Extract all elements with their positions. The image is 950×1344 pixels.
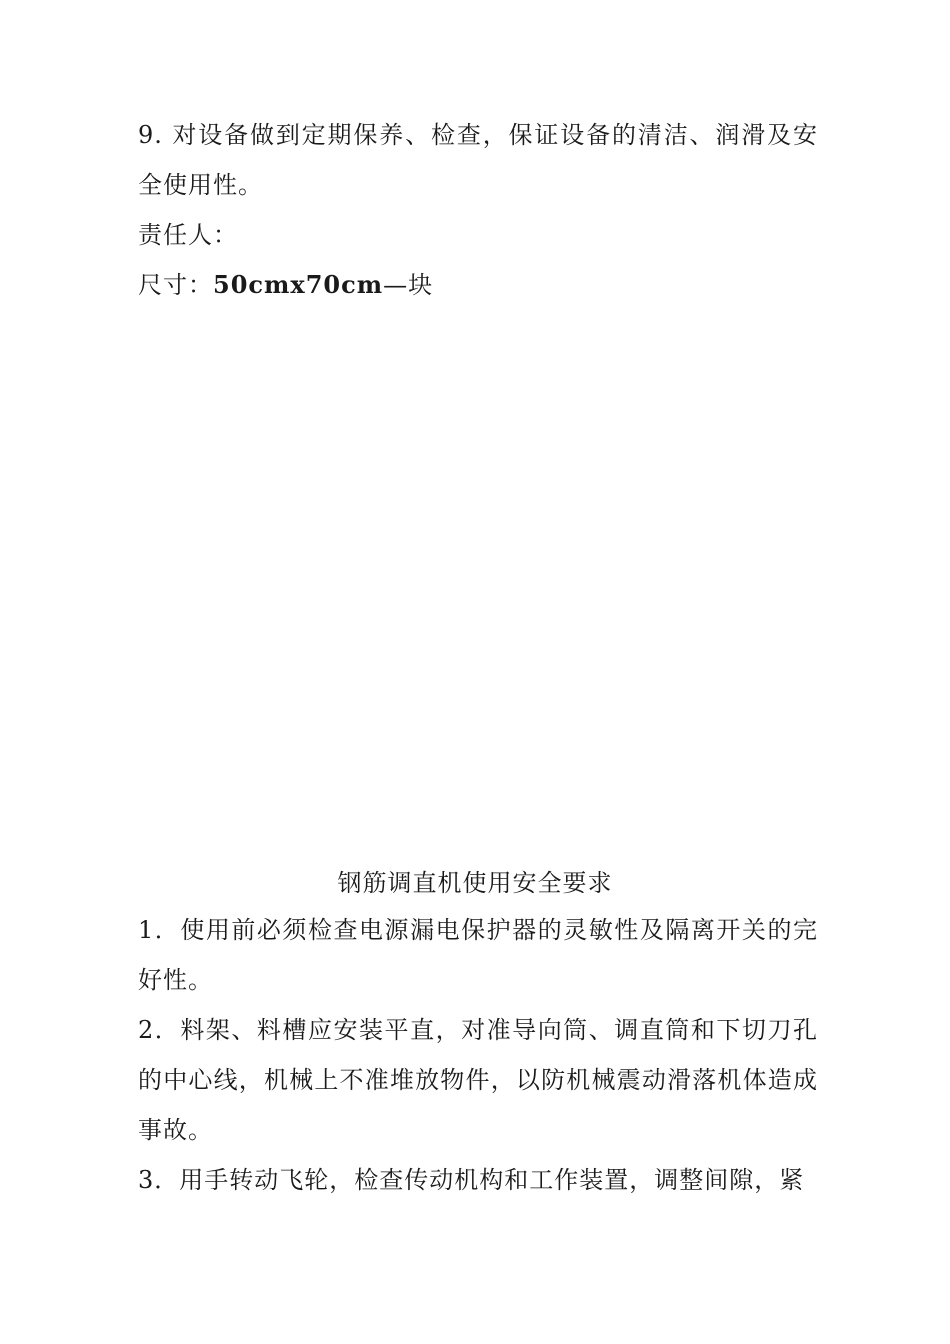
- size-suffix: —块: [383, 271, 434, 299]
- section-body: [138, 905, 818, 1205]
- section-title: 钢筋调直机使用安全要求: [337, 869, 613, 897]
- list-item-3: 3．用手转动飞轮，检查传动机构和工作装置，调整间隙，紧: [138, 1166, 805, 1194]
- list-item-9: 9. 对设备做到定期保养、检查，保证设备的清洁、润滑及安全使用性。: [138, 121, 818, 199]
- responsible-person-line: 责任人：: [138, 221, 238, 249]
- top-text-block: [138, 110, 818, 310]
- size-value: 50cmx70cm: [213, 270, 384, 299]
- list-item-1: 1．使用前必须检查电源漏电保护器的灵敏性及隔离开关的完好性。: [138, 916, 818, 994]
- size-line: [138, 260, 818, 310]
- size-label: 尺寸：: [138, 271, 213, 299]
- list-item-2: 2．料架、料槽应安装平直，对准导向筒、调直筒和下切刀孔的中心线，机械上不准堆放物件，以防机械震动滑落机体造成事故。: [138, 1016, 818, 1144]
